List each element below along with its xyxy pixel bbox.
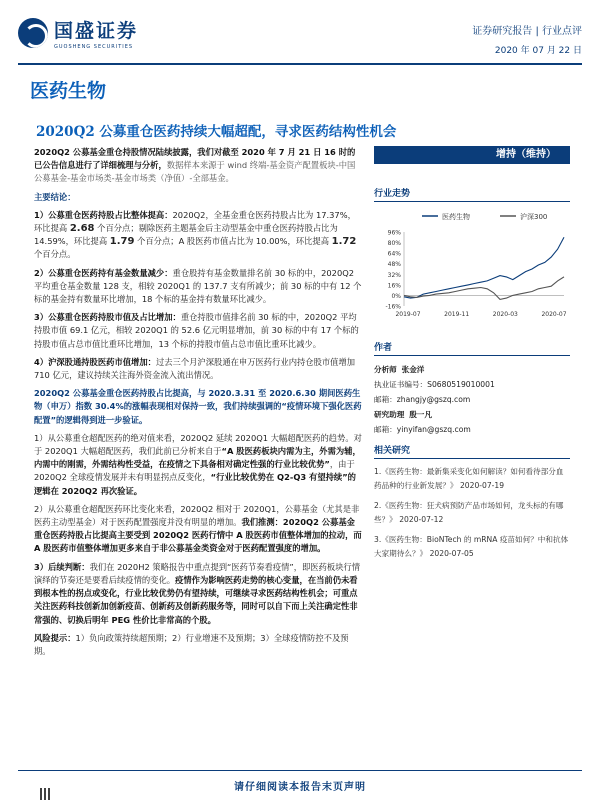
- conclusion-4-text: 过去三个月沪深股通在申万医药行业内持仓股市值增加 710 亿元，建议持续关注海外资金流入流出情况。: [34, 356, 356, 381]
- analyst-role: 分析师: [374, 365, 397, 374]
- report-date: 2020 年 07 月 22 日: [494, 46, 582, 56]
- brand-name-cn: 国盛证券: [54, 20, 139, 42]
- sidebar: [374, 146, 570, 567]
- conclusion-1-num-3: 1.72: [331, 236, 357, 248]
- analysis-3-b: 我们在 2020H2 策略报告中重点提到“医药节奏看疫情”，即医药板块行情演绎的节奏还是要看后续疫情的变化。: [34, 561, 361, 585]
- brand-mark-icon: [18, 18, 48, 48]
- sector-name: 医药生物: [30, 80, 107, 102]
- main-body: [34, 146, 362, 663]
- report-type: 证券研究报告 | 行业点评: [472, 26, 582, 37]
- conclusion-3: [34, 311, 362, 351]
- analyst-name: 张金洋: [401, 365, 425, 374]
- y-tick-label: 16%: [387, 282, 401, 290]
- analysis-1-d: “行业比较优势在 Q2-Q3 有望持续”: [210, 472, 348, 483]
- intro-paragraph: [34, 146, 362, 186]
- conclusion-1-head: 1）公募重仓医药持股占比整体提高：: [34, 209, 173, 220]
- conclusion-3-head: 3）公募重仓医药持股市值及占比增加：: [34, 312, 181, 323]
- legend-label: 沪深300: [520, 213, 548, 221]
- y-tick-label: 0%: [391, 292, 401, 300]
- related-item[interactable]: [374, 465, 570, 493]
- analysis-2-b: 我们推测：2020Q2 公募基金重仓医药持股占比提高主要受到 2020Q2 医药行情中 A 股医药市值整体增加的拉动，而 A 股医药市值整体增加更多来自于非公募基金类资金对于医药配置强度的增加。: [34, 517, 362, 554]
- conclusion-1: [34, 209, 362, 262]
- key-conclusions-heading: 主要结论：: [34, 191, 76, 202]
- footer-disclaimer: 请仔细阅读本报告末页声明: [234, 782, 366, 793]
- conclusion-4-head: 4）沪深股通持股医药市值增加：: [34, 356, 156, 367]
- legend-label: 医药生物: [442, 213, 470, 221]
- conclusion-1-num-1: 2.68: [69, 223, 95, 235]
- analysis-1: [34, 432, 362, 498]
- conclusion-1-num-2: 1.79: [109, 236, 135, 248]
- x-tick-label: 2019-11: [444, 311, 470, 318]
- analysis-3: [34, 561, 362, 627]
- author-heading: 作者: [374, 340, 570, 356]
- footer-divider: [18, 770, 582, 771]
- related-research-heading: 相关研究: [374, 443, 570, 459]
- email-label-2: 邮箱：: [374, 425, 397, 434]
- cert-label: 执业证书编号：: [374, 380, 428, 389]
- conclusion-1-text-a: 2020Q2，全基金重仓医药持股占比为 17.37%，环比提高: [34, 209, 356, 234]
- conclusion-1-text-d: 个百分点。: [34, 249, 76, 260]
- rating-badge: 增持（维持）: [374, 146, 570, 164]
- related-item[interactable]: [374, 533, 570, 561]
- related-item-title[interactable]: 1.《医药生物：最新集采变化如何解读？如何看待部分血药品种的行业新发展？》: [374, 467, 564, 490]
- conclusion-3-text: 重仓持股市值排名前 30 标的中，2020Q2 平均持股市值 69.1 亿元，相较 2020Q1 的 52.6 亿元明显增加，前 30 标的中有 17 个标的持股市值占总市值比重环比增加，13 个标的持股市值占总市值比重环比减少。: [34, 312, 359, 349]
- trend-chart-svg: [374, 206, 570, 324]
- y-tick-label: 32%: [387, 271, 401, 279]
- conclusion-2: [34, 267, 362, 307]
- risk-head: 风险提示：: [34, 632, 76, 643]
- related-item-date: 2020-07-19: [459, 481, 505, 490]
- page-footer: [18, 770, 582, 800]
- trend-heading: 行业走势: [374, 186, 570, 202]
- analysis-2: [34, 503, 362, 556]
- analysis-3-a: 3）后续判断：: [34, 561, 90, 572]
- summary-paragraph: 2020Q2 公募基金重仓医药持股占比提高，与 2020.3.31 至 2020.6.30 期间医药生物（申万）指数 30.4%的涨幅表现相对保持一致，我们持续强调的“疫情环境下强化医药配置”的逻辑得到进一步验证。: [34, 388, 362, 425]
- header-divider: [18, 63, 582, 65]
- analysis-2-a: 2）从公募重仓超配医药环比变化来看，2020Q2 相对于 2020Q1，公募基金（尤其是非医药主动型基金）对于医药配置强度并没有明显的增加。: [34, 503, 360, 528]
- series-line: [404, 277, 564, 300]
- y-tick-label: 48%: [387, 261, 401, 269]
- related-item-title[interactable]: 3.《医药生物：BioNTech 的 mRNA 疫苗如何？中和抗体大家期待么？》: [374, 535, 569, 558]
- email-label: 邮箱：: [374, 395, 397, 404]
- brand-logo: [18, 16, 138, 50]
- analysis-3-d: 行业比较优势仍有望持续，可继续寻求医药结构性机会；可重点关注医药科技创新加创新疫苗、创新药及创新药服务等，同时可以自下而上关注确定性非常强的、切换后明年 PEG 性价比非常高的个股。: [34, 588, 358, 625]
- risk-paragraph: [34, 632, 362, 658]
- intro-bold: 2020Q2 公募基金重仓持股情况陆续披露，我们对截至 2020 年 7 月 21 日 16 时的已公告信息进行了详细梳理与分析，: [34, 147, 356, 171]
- analysis-1-c: ，由于 2020Q2 全球疫情发展并未有明显拐点反变化，: [34, 459, 355, 483]
- brand-name-en: GUOSHENG SECURITIES: [54, 44, 134, 50]
- x-tick-label: 2020-07: [541, 311, 567, 318]
- analysis-1-e: 的逻辑在 2020Q2 再次验证。: [34, 472, 356, 496]
- conclusion-2-head: 2）公募重仓医药持有基金数量减少：: [34, 267, 173, 278]
- y-tick-label: 64%: [387, 250, 401, 258]
- intro-source: 数据样本来源于 wind 终端-基金资产配置板块-中国公募基金-基金市场类-基金市场类（净值）-全部基金。: [34, 160, 356, 184]
- assistant-role: 研究助理: [374, 410, 405, 419]
- related-item-title[interactable]: 2.《医药生物：狂犬病预防产品市场如何，龙头标的有哪些？》: [374, 501, 564, 524]
- x-tick-label: 2020-03: [492, 311, 518, 318]
- analyst-email[interactable]: zhangjy@gszq.com: [396, 395, 471, 404]
- y-tick-label: 96%: [387, 229, 401, 237]
- cert-number: S0680519010001: [427, 380, 495, 389]
- related-item-date: 2020-07-12: [399, 515, 444, 524]
- conclusion-1-text-b: 个百分点；剔除医药主题基金后主动型基金中重仓医药持股占比为 14.59%，环比提高: [34, 223, 338, 247]
- conclusion-1-text-c: 个百分点；A 股医药市值占比为 10.00%，环比提高: [134, 236, 332, 247]
- y-tick-label: -16%: [385, 303, 401, 311]
- analysis-1-b: “A 股医药板块内需为主，外需为辅，内需中的刚需，外需结构性受益，在疫情之下具备相对确定性强的行业比较优势”: [34, 446, 361, 470]
- x-tick-label: 2019-07: [395, 311, 421, 318]
- related-research-list: [374, 465, 570, 561]
- risk-text: 1）负向政策持续超预期；2）行业增速不及预期；3）全球疫情防控不及预期。: [34, 632, 349, 656]
- analysis-3-c: 疫情作为影响医药走势的核心变量，在当前仍未看到根本性的拐点或变化，: [34, 574, 358, 599]
- assistant-email[interactable]: yinyifan@gszq.com: [396, 425, 471, 434]
- report-title: 2020Q2 公募重仓医药持续大幅超配，寻求医药结构性机会: [36, 124, 397, 140]
- industry-trend-chart: [374, 206, 570, 324]
- report-header: [18, 8, 582, 64]
- assistant-name: 殷一凡: [409, 410, 432, 419]
- y-tick-label: 80%: [387, 240, 401, 248]
- related-item[interactable]: [374, 499, 570, 527]
- conclusion-4: [34, 356, 362, 382]
- related-item-date: 2020-07-05: [429, 549, 474, 558]
- conclusion-2-text: 重仓股持有基金数量排名前 30 标的中，2020Q2 平均重仓基金数量 128 支，相较 2020Q1 的 137.7 支有所减少；前 30 标的中有 12 个标的基金持有数量环比增加，18 个标的基金持有数量环比减少。: [34, 267, 362, 305]
- analysis-1-a: 1）从公募重仓超配医药的绝对值来看，2020Q2 延续 2020Q1 大幅超配医药的趋势。对于 2020Q1 大幅超配医药，我们此前已分析来自于: [34, 432, 362, 457]
- author-info: [374, 362, 570, 437]
